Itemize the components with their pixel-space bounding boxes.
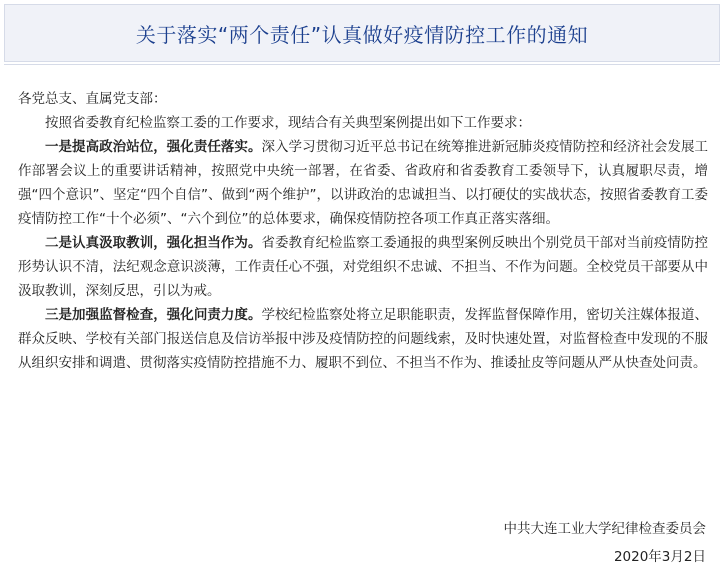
requirement-paragraph-2	[18, 231, 708, 303]
title-bar	[4, 4, 720, 62]
requirement-heading-1: 一是提高政治站位，强化责任落实。	[45, 139, 262, 155]
requirement-paragraph-3	[18, 303, 708, 375]
requirement-heading-3: 三是加强监督检查，强化问责力度。	[45, 307, 262, 323]
requirement-text-2: 省委教育纪检监察工委通报的典型案例反映出个别党员干部对当前疫情防控形势认识不清，法纪观念意识淡薄，工作责任心不强，对党组织不忠诚、不担当、不作为问题。全校党员干部要从中汲取教训，深刻反思，引以为戒。	[18, 235, 708, 299]
issuer-signature: 中共大连工业大学纪律检查委员会	[503, 521, 706, 537]
intro-paragraph: 按照省委教育纪检监察工委的工作要求，现结合有关典型案例提出如下工作要求：	[45, 115, 531, 131]
requirement-paragraph-1	[18, 135, 708, 231]
salutation: 各党总支、直属党支部：	[18, 91, 167, 107]
issue-date: 2020年3月2日	[613, 549, 706, 565]
title-divider	[4, 64, 720, 65]
notice-body	[18, 87, 708, 375]
page-title: 关于落实“两个责任”认真做好疫情防控工作的通知	[135, 22, 589, 47]
requirement-text-3: 学校纪检监察处将立足职能职责，发挥监督保障作用，密切关注媒体报道、群众反映、学校有关部门报送信息及信访举报中涉及疫情防控的问题线索，及时快速处置，对监督检查中发现的不服从组织安排和调遣、贯彻落实疫情防控措施不力、履职不到位、不担当不作为、推诿扯皮等问题从严从快查处问责。	[18, 307, 708, 371]
requirement-heading-2: 二是认真汲取教训，强化担当作为。	[45, 235, 262, 251]
requirement-text-1: 深入学习贯彻习近平总书记在统筹推进新冠肺炎疫情防控和经济社会发展工作部署会议上的重要讲话精神，按照党中央统一部署，在省委、省政府和省委教育工委领导下，认真履职尽责，增强“四个意识”、坚定“四个自信”、做到“两个维护”，以讲政治的忠诚担当、以打硬仗的实战状态，按照省委教育工委疫情防控工作“十个必须”、“六个到位”的总体要求，确保疫情防控各项工作真正落实落细。	[18, 139, 708, 227]
